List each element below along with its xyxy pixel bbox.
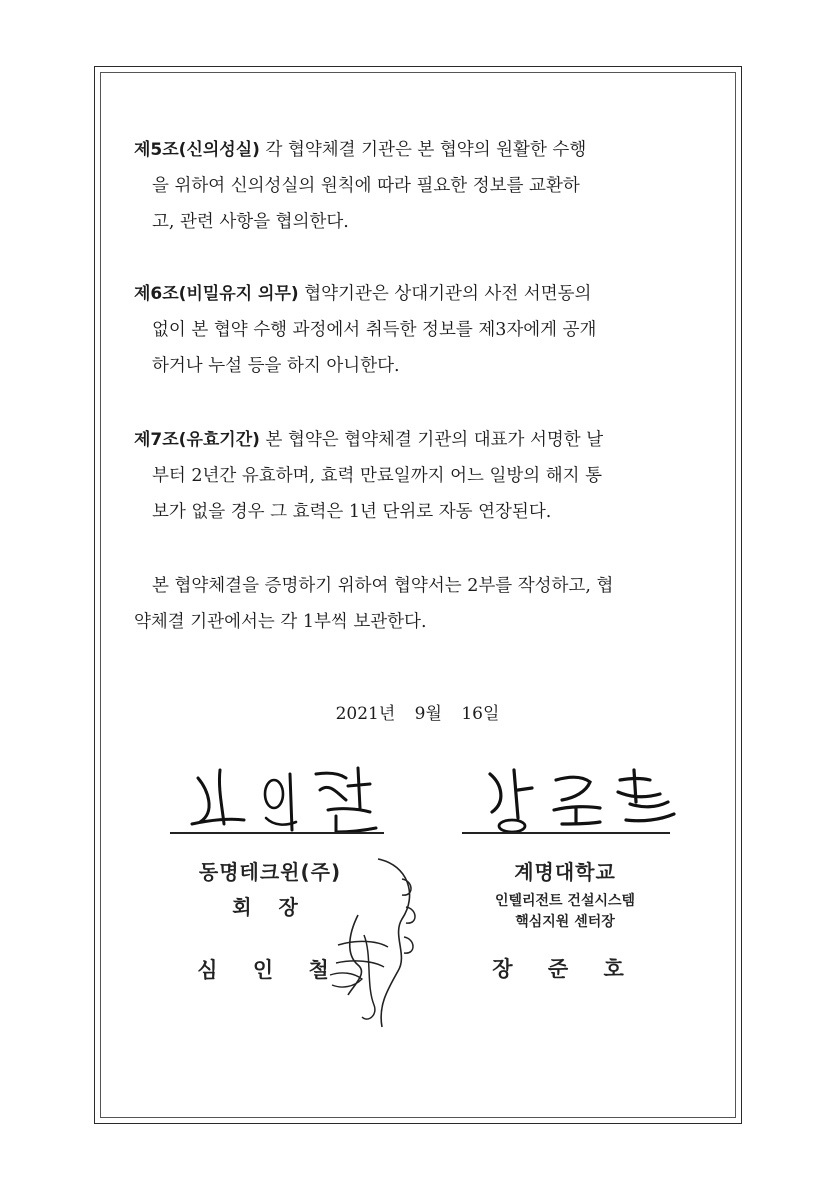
article-5	[134, 132, 724, 240]
right-representative-name: 장 준 호	[492, 957, 638, 981]
left-signature	[170, 760, 390, 840]
left-position-title: 회 장	[232, 895, 308, 919]
signing-date: 2021년 9월 16일	[335, 704, 500, 724]
right-dept-line-1: 인텔리전트 건설시스템	[494, 893, 636, 909]
article-6-line-3: 하거나 누설 등을 하지 아니한다.	[152, 356, 400, 376]
right-signature-line	[462, 832, 670, 834]
article-7-line-2: 부터 2년간 유효하며, 효력 만료일까지 어느 일방의 해지 통	[152, 466, 603, 486]
closing-line-2: 약체결 기관에서는 각 1부씩 보관한다.	[134, 612, 427, 632]
right-signature	[470, 762, 680, 838]
article-6-line-1: 협약기관은 상대기관의 사전 서면동의	[304, 284, 592, 304]
left-org-name: 동명테크윈(주)	[198, 860, 342, 884]
article-5-line-3: 고, 관련 사항을 협의한다.	[152, 212, 349, 232]
article-6	[134, 276, 724, 384]
article-5-title: 제5조(신의성실)	[134, 140, 260, 160]
article-5-line-2: 을 위하여 신의성실의 원칙에 따라 필요한 정보를 교환하	[152, 176, 580, 196]
left-representative-name: 심 인 철	[197, 958, 343, 982]
article-7-title: 제7조(유효기간)	[134, 430, 260, 450]
article-6-title: 제6조(비밀유지 의무)	[134, 284, 299, 304]
article-5-line-1: 각 협약체결 기관은 본 협약의 원활한 수행	[265, 140, 587, 160]
closing-line-1: 본 협약체결을 증명하기 위하여 협약서는 2부를 작성하고, 협	[152, 576, 614, 596]
right-party-block	[450, 856, 680, 983]
article-7	[134, 422, 724, 530]
article-7-line-1: 본 협약은 협약체결 기관의 대표가 서명한 날	[265, 430, 604, 450]
article-6-line-2: 없이 본 협약 수행 과정에서 취득한 정보를 제3자에게 공개	[152, 320, 597, 340]
left-stamp-signature	[318, 855, 428, 1035]
article-7-line-3: 보가 없을 경우 그 효력은 1년 단위로 자동 연장된다.	[152, 502, 552, 522]
right-dept-line-2: 핵심지원 센터장	[515, 914, 615, 930]
closing-paragraph	[134, 568, 724, 640]
right-org-name: 계명대학교	[514, 860, 616, 884]
left-signature-line	[170, 832, 384, 834]
